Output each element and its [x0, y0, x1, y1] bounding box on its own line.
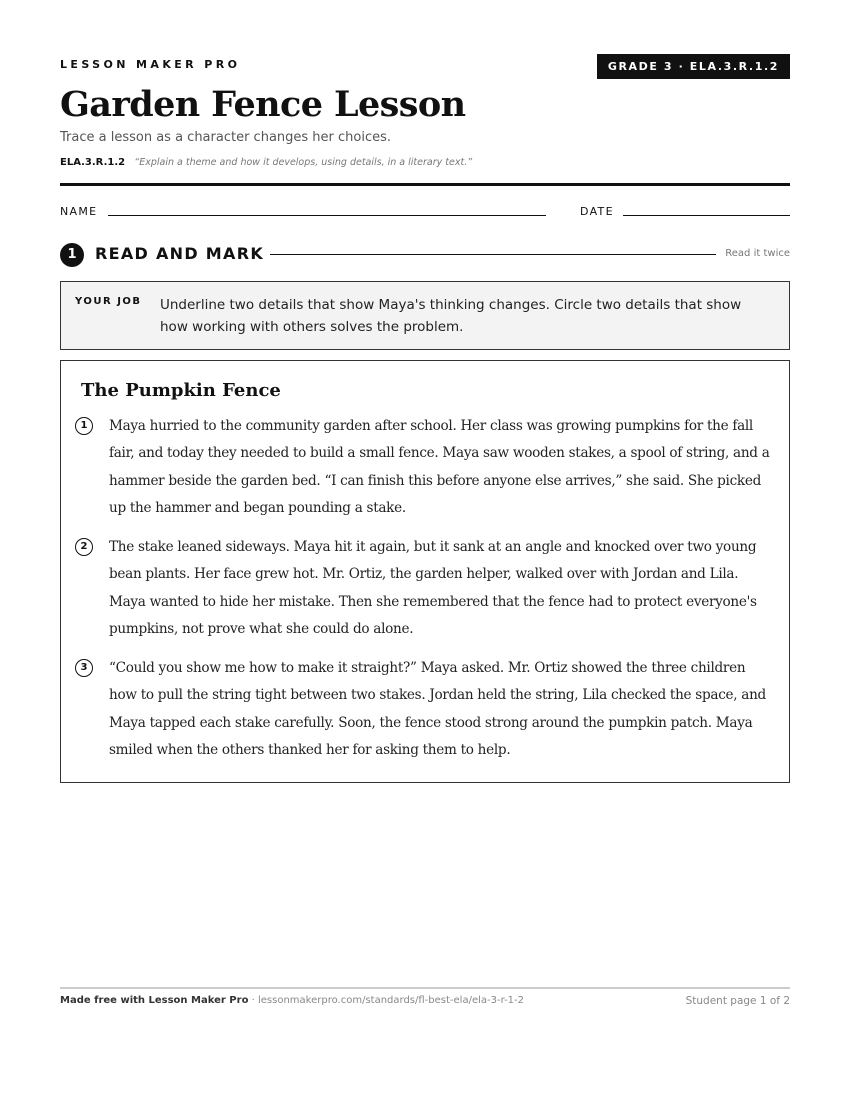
name-label: NAME: [60, 205, 98, 218]
paragraph-number-badge: 3: [75, 659, 93, 677]
section-title: READ AND MARK: [95, 244, 265, 263]
paragraph-text: “Could you show me how to make it straight?” Maya asked. Mr. Ortiz showed the three children how to pull the string tight between two stakes. Jordan held the string, Lila checked the space, and Maya tapped each stake carefully. Soon, the fence stood strong around the pumpkin patch. Maya smiled when the others thanked her for asking them to help.: [109, 660, 766, 758]
section-note: Read it twice: [725, 248, 790, 259]
standard-line: [60, 157, 472, 168]
section-divider: [270, 254, 716, 255]
paragraph-number-badge: 1: [75, 417, 93, 435]
date-label: DATE: [580, 205, 614, 218]
page-title: Garden Fence Lesson: [60, 84, 466, 125]
paragraph-number-badge: 2: [75, 538, 93, 556]
instructions-text: Underline two details that show Maya's thinking changes. Circle two details that show how working with others solves the problem.: [160, 297, 742, 335]
passage-title: The Pumpkin Fence: [81, 380, 281, 401]
paragraph-text: The stake leaned sideways. Maya hit it again, but it sank at an angle and knocked over two young bean plants. Her face grew hot. Mr. Ortiz, the garden helper, walked over with Jordan and Lila. Maya wanted to hide her mistake. Then she remembered that the fence had to protect everyone's pumpkins, not prove what she could do alone.: [109, 539, 757, 637]
footer-made-with: Made free with Lesson Maker Pro: [60, 995, 249, 1006]
grade-badge: GRADE 3 · ELA.3.R.1.2: [597, 54, 790, 79]
footer-divider: [60, 987, 790, 989]
footer-separator: ·: [248, 995, 258, 1006]
instructions-box: [60, 281, 790, 350]
standard-description: “Explain a theme and how it develops, using details, in a literary text.”: [134, 157, 473, 168]
name-field[interactable]: [108, 215, 546, 216]
header-divider: [60, 183, 790, 186]
footer-page-number: Student page 1 of 2: [685, 995, 790, 1007]
instructions-label: YOUR JOB: [75, 296, 142, 307]
footer-url[interactable]: lessonmakerpro.com/standards/fl-best-ela/ela-3-r-1-2: [257, 995, 525, 1006]
footer-credit: [60, 995, 524, 1006]
page-subtitle: Trace a lesson as a character changes her choices.: [60, 130, 392, 145]
brand-name: LESSON MAKER PRO: [60, 58, 241, 71]
standard-code: ELA.3.R.1.2: [60, 157, 126, 168]
date-field[interactable]: [623, 215, 790, 216]
paragraph-text: Maya hurried to the community garden after school. Her class was growing pumpkins for the fall fair, and today they needed to build a small fence. Maya saw wooden stakes, a spool of string, and a hammer beside the garden bed. “I can finish this before anyone else arrives,” she said. She picked up the hammer and began pounding a stake.: [109, 418, 770, 516]
passage-box: [60, 360, 790, 783]
worksheet-page: [60, 0, 790, 1100]
section-number-badge: 1: [60, 243, 84, 267]
